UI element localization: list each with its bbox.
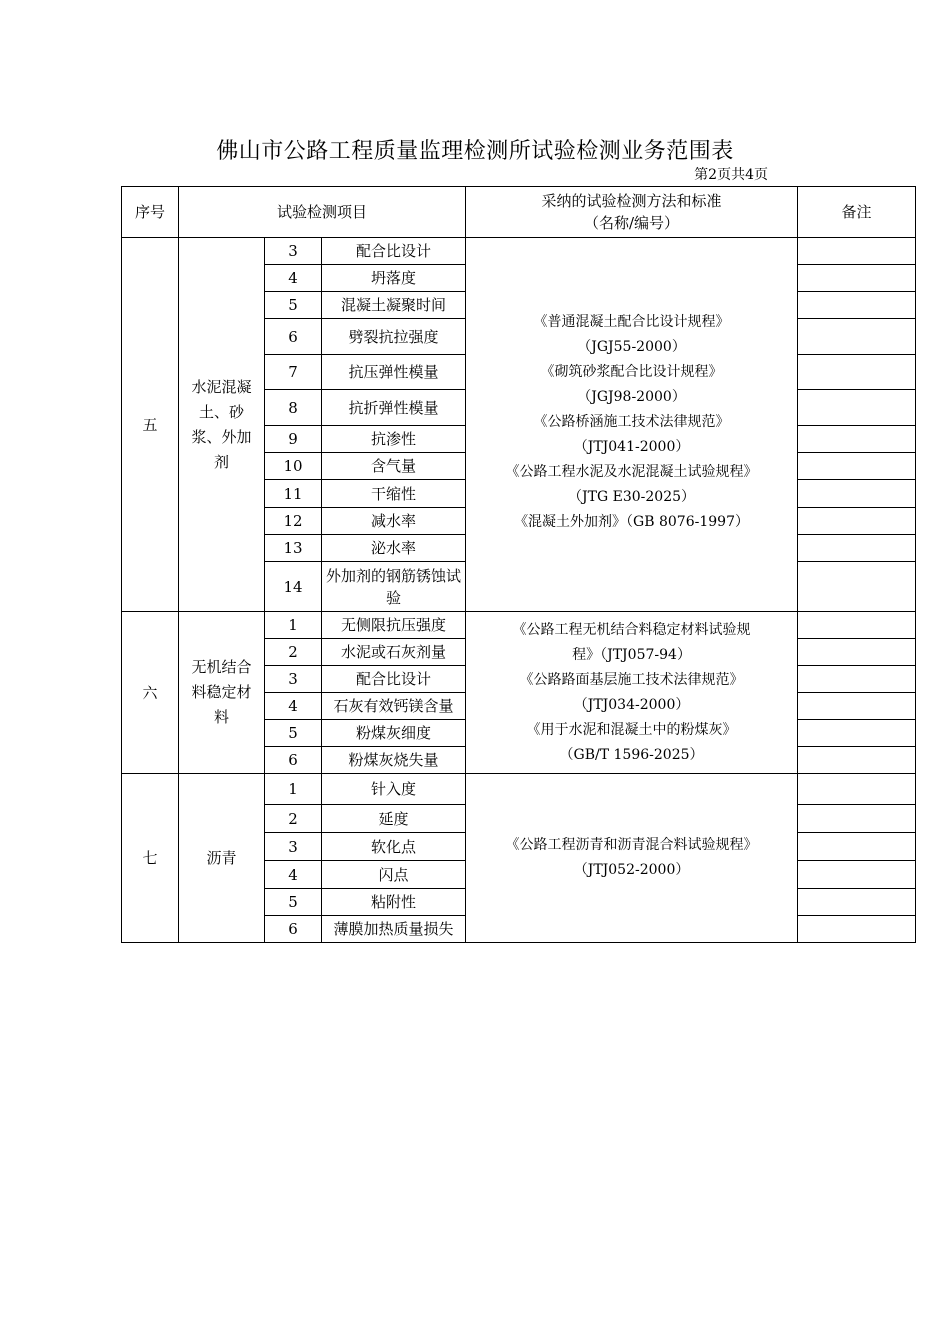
remark-cell — [798, 747, 916, 774]
item-name: 粉煤灰细度 — [322, 720, 466, 747]
table-row — [122, 612, 916, 639]
item-name: 泌水率 — [322, 535, 466, 562]
remark-cell — [798, 693, 916, 720]
remark-cell — [798, 535, 916, 562]
item-number: 6 — [265, 916, 322, 943]
section-category: 沥青 — [179, 774, 265, 943]
remark-cell — [798, 833, 916, 861]
item-name: 软化点 — [322, 833, 466, 861]
remark-cell — [798, 720, 916, 747]
remark-cell — [798, 238, 916, 265]
section-category: 水泥混凝土、砂浆、外加剂 — [179, 238, 265, 612]
item-number: 13 — [265, 535, 322, 562]
section-seq: 六 — [122, 612, 179, 774]
item-name: 坍落度 — [322, 265, 466, 292]
table-row — [122, 238, 916, 265]
item-number: 4 — [265, 265, 322, 292]
standard-line: （JTG E30-2025） — [568, 489, 696, 505]
item-name: 无侧限抗压强度 — [322, 612, 466, 639]
standard-line: 《砌筑砂浆配合比设计规程》 — [540, 364, 723, 380]
standard-line: 《公路工程水泥及水泥混凝土试验规程》 — [505, 464, 758, 480]
item-number: 1 — [265, 774, 322, 805]
section-standards — [466, 612, 798, 774]
remark-cell — [798, 562, 916, 612]
item-name: 减水率 — [322, 508, 466, 535]
item-name: 配合比设计 — [322, 666, 466, 693]
item-number: 6 — [265, 747, 322, 774]
page-title: 佛山市公路工程质量监理检测所试验检测业务范围表 — [216, 139, 734, 164]
item-name: 外加剂的钢筋锈蚀试验 — [322, 562, 466, 612]
item-name: 抗压弹性模量 — [322, 355, 466, 390]
remark-cell — [798, 889, 916, 916]
standard-line: 《普通混凝土配合比设计规程》 — [533, 314, 730, 330]
standard-line: 程》（JTJ057-94） — [572, 647, 691, 663]
standard-line: 《公路工程沥青和沥青混合料试验规程》 — [505, 837, 758, 853]
item-name: 粘附性 — [322, 889, 466, 916]
item-number: 2 — [265, 639, 322, 666]
item-name: 劈裂抗拉强度 — [322, 319, 466, 355]
remark-cell — [798, 355, 916, 390]
section-seq: 五 — [122, 238, 179, 612]
standard-line: 《公路路面基层施工技术法律规范》 — [519, 672, 744, 688]
item-name: 水泥或石灰剂量 — [322, 639, 466, 666]
remark-cell — [798, 426, 916, 453]
remark-cell — [798, 861, 916, 889]
remark-cell — [798, 666, 916, 693]
item-number: 12 — [265, 508, 322, 535]
item-number: 1 — [265, 612, 322, 639]
header-method-line2: （名称/编号） — [584, 214, 680, 232]
header-items: 试验检测项目 — [179, 187, 466, 238]
item-name: 抗渗性 — [322, 426, 466, 453]
item-number: 11 — [265, 480, 322, 508]
standard-line: （JGJ98-2000） — [577, 389, 686, 405]
section-standards — [466, 238, 798, 612]
standard-line: （JTJ041-2000） — [573, 439, 690, 455]
section-standards — [466, 774, 798, 943]
item-number: 3 — [265, 666, 322, 693]
page-indicator: 第2页共4页 — [694, 167, 768, 183]
item-number: 10 — [265, 453, 322, 480]
scope-table — [121, 186, 916, 943]
header-row — [122, 187, 916, 238]
item-name: 针入度 — [322, 774, 466, 805]
standard-line: 《混凝土外加剂》（GB 8076-1997） — [514, 514, 749, 530]
item-name: 延度 — [322, 805, 466, 833]
standard-line: （JTJ052-2000） — [573, 862, 690, 878]
remark-cell — [798, 612, 916, 639]
item-number: 3 — [265, 833, 322, 861]
standard-line: （JGJ55-2000） — [577, 339, 686, 355]
item-number: 9 — [265, 426, 322, 453]
item-name: 石灰有效钙镁含量 — [322, 693, 466, 720]
item-number: 4 — [265, 693, 322, 720]
remark-cell — [798, 292, 916, 319]
table-row — [122, 774, 916, 805]
item-name: 薄膜加热质量损失 — [322, 916, 466, 943]
remark-cell — [798, 774, 916, 805]
item-number: 2 — [265, 805, 322, 833]
item-number: 14 — [265, 562, 322, 612]
remark-cell — [798, 390, 916, 426]
remark-cell — [798, 916, 916, 943]
item-number: 5 — [265, 292, 322, 319]
item-name: 配合比设计 — [322, 238, 466, 265]
item-number: 5 — [265, 889, 322, 916]
standard-line: 《用于水泥和混凝土中的粉煤灰》 — [526, 722, 737, 738]
header-seq: 序号 — [122, 187, 179, 238]
item-number: 8 — [265, 390, 322, 426]
item-number: 5 — [265, 720, 322, 747]
item-name: 混凝土凝聚时间 — [322, 292, 466, 319]
item-number: 4 — [265, 861, 322, 889]
section-seq: 七 — [122, 774, 179, 943]
header-remark: 备注 — [798, 187, 916, 238]
item-name: 闪点 — [322, 861, 466, 889]
item-name: 干缩性 — [322, 480, 466, 508]
standard-line: （GB/T 1596-2025） — [559, 747, 704, 763]
remark-cell — [798, 508, 916, 535]
section-category: 无机结合料稳定材料 — [179, 612, 265, 774]
item-name: 抗折弹性模量 — [322, 390, 466, 426]
item-name: 粉煤灰烧失量 — [322, 747, 466, 774]
item-number: 7 — [265, 355, 322, 390]
remark-cell — [798, 265, 916, 292]
standard-line: 《公路桥涵施工技术法律规范》 — [533, 414, 730, 430]
remark-cell — [798, 480, 916, 508]
header-method-line1: 采纳的试验检测方法和标准 — [541, 192, 722, 210]
standard-line: 《公路工程无机结合料稳定材料试验规 — [512, 622, 751, 638]
remark-cell — [798, 319, 916, 355]
remark-cell — [798, 639, 916, 666]
remark-cell — [798, 805, 916, 833]
standard-line: （JTJ034-2000） — [573, 697, 690, 713]
item-number: 3 — [265, 238, 322, 265]
item-number: 6 — [265, 319, 322, 355]
item-name: 含气量 — [322, 453, 466, 480]
header-method — [466, 187, 798, 238]
remark-cell — [798, 453, 916, 480]
